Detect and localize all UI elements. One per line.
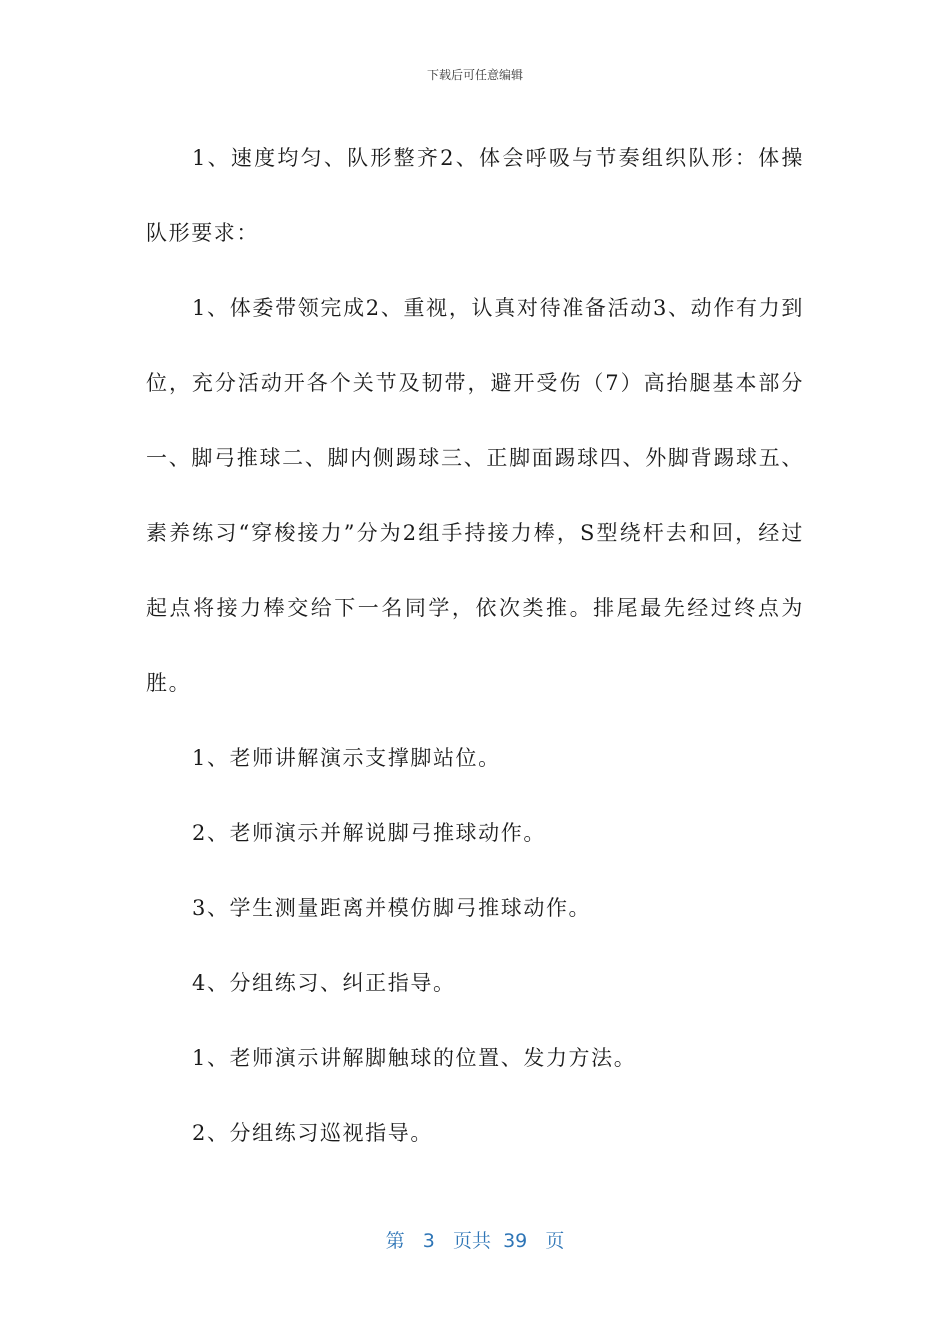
footer-prefix: 第: [385, 1230, 405, 1252]
footer-suffix: 页: [545, 1230, 565, 1252]
paragraph-1: 1、速度均匀、队形整齐2、体会呼吸与节奏组织队形：体操队形要求：: [146, 146, 804, 245]
document-body: [146, 121, 804, 1171]
paragraph-5: 3、学生测量距离并模仿脚弓推球动作。: [192, 896, 592, 920]
paragraph-7: 1、老师演示讲解脚触球的位置、发力方法。: [192, 1046, 637, 1070]
paragraph-8: 2、分组练习巡视指导。: [192, 1121, 433, 1145]
page-footer: [0, 1226, 950, 1253]
footer-current-page: 3: [422, 1230, 435, 1252]
paragraph-3: 1、老师讲解演示支撑脚站位。: [192, 746, 501, 770]
footer-total-pages: 39: [503, 1230, 528, 1252]
footer-middle: 页共: [452, 1230, 491, 1252]
header-note: 下载后可任意编辑: [426, 68, 523, 82]
paragraph-6: 4、分组练习、纠正指导。: [192, 971, 456, 995]
paragraph-2: 1、体委带领完成2、重视，认真对待准备活动3、动作有力到位，充分活动开各个关节及韧带，避开受伤（7）高抬腿基本部分一、脚弓推球二、脚内侧踢球三、正脚面踢球四、外脚背踢球五、素养练习“穿梭接力”分为2组手持接力棒，S型绕杆去和回，经过起点将接力棒交给下一名同学，依次类推。排尾最先经过终点为胜。: [146, 296, 804, 695]
paragraph-4: 2、老师演示并解说脚弓推球动作。: [192, 821, 546, 845]
